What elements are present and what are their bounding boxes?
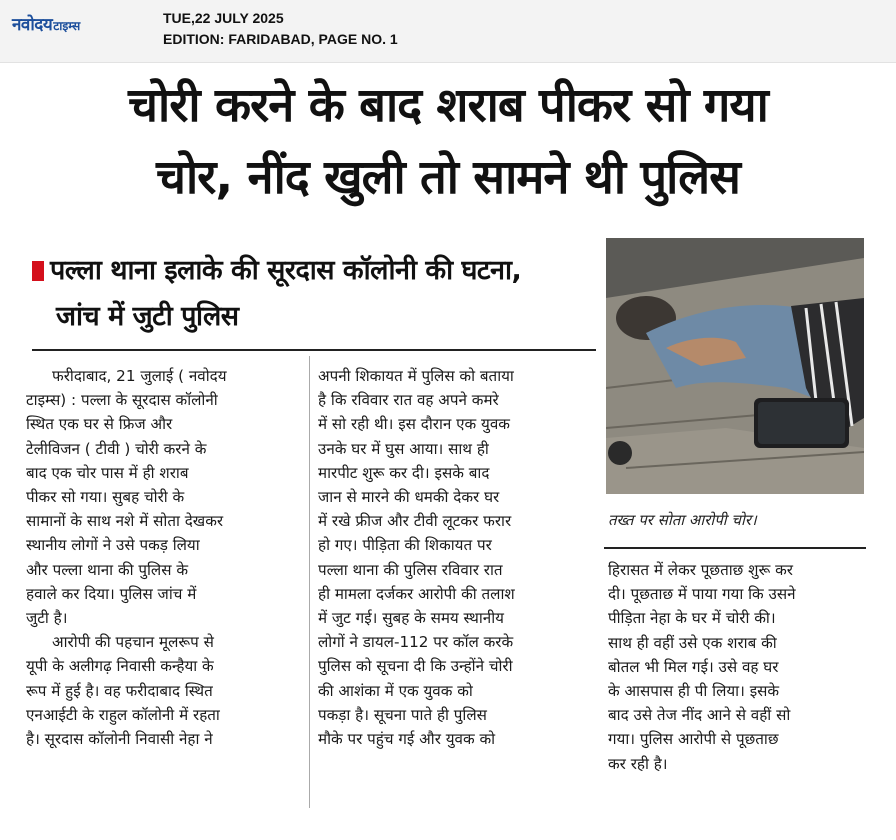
text-line: स्थानीय लोगों ने उसे पकड़ लिया <box>26 536 200 555</box>
text-line: अपनी शिकायत में पुलिस को बताया <box>318 367 514 385</box>
edition-label: EDITION: FARIDABAD, PAGE NO. 1 <box>163 31 398 47</box>
text-line: यूपी के अलीगढ़ निवासी कन्हैया के <box>26 657 214 676</box>
text-line: ही मामला दर्जकर आरोपी की तलाश <box>318 584 515 603</box>
text-line: पुलिस को सूचना दी कि उन्होंने चोरी <box>318 657 513 676</box>
text-line: फरीदाबाद, 21 जुलाई ( नवोदय <box>52 367 227 385</box>
text-line: आरोपी की पहचान मूलरूप से <box>52 633 214 652</box>
headline-line-1: चोरी करने के बाद शराब पीकर सो गया <box>128 78 768 133</box>
text-line: है। सूरदास कॉलोनी निवासी नेहा ने <box>26 730 213 749</box>
text-line: कर रही है। <box>608 754 668 773</box>
news-photo <box>606 238 864 494</box>
text-line: है कि रविवार रात वह अपने कमरे <box>318 391 499 410</box>
text-line: सामानों के साथ नशे में सोता देखकर <box>26 512 224 531</box>
text-line: उनके घर में घुस आया। साथ ही <box>318 439 489 458</box>
text-line: हो गए। पीड़िता की शिकायत पर <box>318 536 492 555</box>
headline <box>0 70 896 214</box>
text-line: के आसपास ही पी लिया। इसके <box>608 682 780 701</box>
text-line: पीकर सो गया। सुबह चोरी के <box>26 488 185 507</box>
text-line: बोतल भी मिल गई। उसे वह घर <box>608 657 779 676</box>
text-line: लोगों ने डायल-112 पर कॉल करके <box>318 633 514 652</box>
text-line: रूप में हुई है। वह फरीदाबाद स्थित <box>26 681 213 700</box>
subheadline <box>32 248 592 340</box>
text-line: की आशंका में एक युवक को <box>318 681 473 700</box>
logo-main: नवोदय <box>12 15 53 35</box>
text-line: एनआईटी के राहुल कॉलोनी में रहता <box>26 705 220 724</box>
text-line: टेलीविजन ( टीवी ) चोरी करने के <box>26 439 207 458</box>
newspaper-logo <box>12 12 80 35</box>
issue-date: TUE,22 JULY 2025 <box>163 10 284 26</box>
masthead-bar <box>0 0 896 63</box>
text-line: पीड़िता नेहा के घर में चोरी की। <box>608 609 776 628</box>
subheadline-line-2: जांच में जुटी पुलिस <box>56 301 239 332</box>
text-line: मारपीट शुरू कर दी। इसके बाद <box>318 463 490 482</box>
text-line: दी। पूछताछ में पाया गया कि उसने <box>608 585 796 604</box>
text-line: टाइम्स) : पल्ला के सूरदास कॉलोनी <box>26 391 218 410</box>
sleeping-man-photo <box>606 238 864 494</box>
text-line: गया। पुलिस आरोपी से पूछताछ <box>608 730 779 749</box>
text-line: जुटी है। <box>26 609 68 628</box>
text-line: जान से मारने की धमकी देकर घर <box>318 488 500 507</box>
red-bullet-icon <box>32 261 44 281</box>
logo-sub: टाइम्स <box>53 19 81 33</box>
text-line: और पल्ला थाना की पुलिस के <box>26 560 188 579</box>
column-separator <box>309 356 310 808</box>
text-line: में रखे फ्रीज और टीवी लूटकर फरार <box>318 512 512 531</box>
text-line: साथ ही वहीं उसे एक शराब की <box>608 633 777 652</box>
subheadline-line-1: पल्ला थाना इलाके की सूरदास कॉलोनी की घटना, <box>50 255 522 286</box>
text-line: में जुट गई। सुबह के समय स्थानीय <box>318 609 504 628</box>
caption-divider <box>604 547 866 549</box>
photo-caption: तख्त पर सोता आरोपी चोर। <box>608 511 757 529</box>
text-line: बाद उसे तेज नींद आने से वहीं सो <box>608 706 791 725</box>
text-line: स्थित एक घर से फ्रिज और <box>26 415 173 434</box>
text-line: पकड़ा है। सूचना पाते ही पुलिस <box>318 705 487 724</box>
text-line: मौके पर पहुंच गई और युवक को <box>318 730 496 749</box>
text-line: में सो रही थी। इस दौरान एक युवक <box>318 415 510 434</box>
article-column-3 <box>608 558 866 776</box>
text-line: पल्ला थाना की पुलिस रविवार रात <box>318 560 503 579</box>
edition-info <box>163 8 398 50</box>
article-column-2 <box>318 364 586 751</box>
text-line: हवाले कर दिया। पुलिस जांच में <box>26 584 197 603</box>
text-line: बाद एक चोर पास में ही शराब <box>26 463 189 482</box>
section-divider <box>32 349 596 351</box>
article-column-1 <box>26 364 302 751</box>
text-line: हिरासत में लेकर पूछताछ शुरू कर <box>608 561 793 579</box>
headline-line-2: चोर, नींद खुली तो सामने थी पुलिस <box>156 150 740 205</box>
